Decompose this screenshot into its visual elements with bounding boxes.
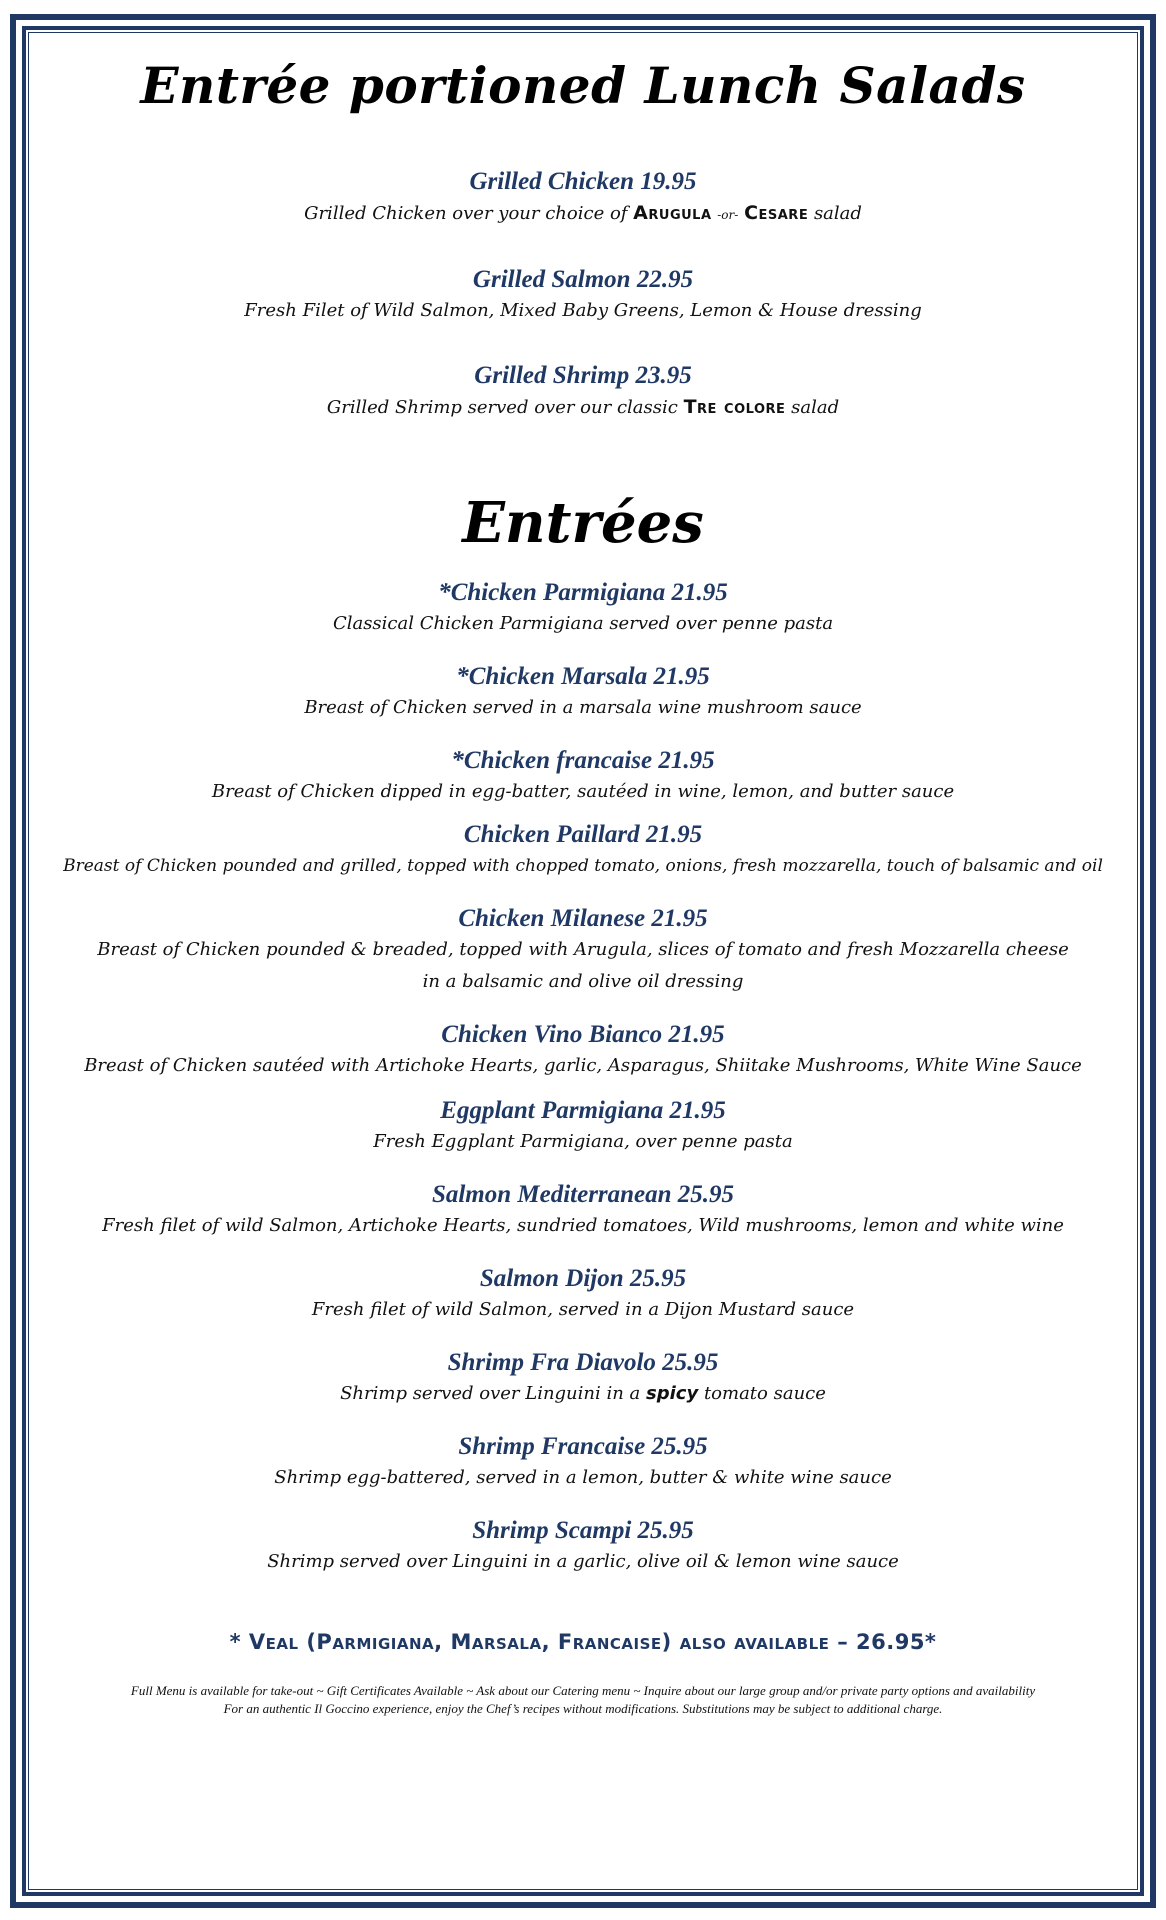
menu-item-shrimp-fra-diavolo (40, 1348, 1126, 1410)
item-name: Grilled Shrimp 23.95 (474, 362, 692, 389)
menu-item-chicken-paillard (40, 820, 1126, 882)
item-description: Shrimp egg-battered, served in a lemon, butter & white wine sauce (274, 1467, 892, 1488)
or-separator: -or- (717, 208, 739, 222)
desc-text: salad (813, 203, 862, 224)
spicy-emphasis: spicy (646, 1383, 699, 1404)
item-description: Shrimp served over Linguini in a garlic, olive oil & lemon wine sauce (267, 1551, 899, 1572)
item-name: Chicken Vino Bianco 21.95 (441, 1021, 725, 1048)
menu-item-chicken-marsala (40, 662, 1126, 724)
menu-item-shrimp-scampi (40, 1516, 1126, 1578)
item-description: Classical Chicken Parmigiana served over penne pasta (332, 613, 834, 634)
fine-print-line-1: Full Menu is available for take-out ~ Gift Certificates Available ~ Ask about our Catering menu ~ Inquire about our large group and/or private party options and availability (130, 1683, 1036, 1698)
salad-option-cesare: Cesare (744, 202, 809, 224)
menu-item-shrimp-francaise (40, 1432, 1126, 1494)
item-name: Grilled Chicken 19.95 (469, 168, 697, 195)
item-description: Breast of Chicken sautéed with Artichoke Hearts, garlic, Asparagus, Shiitake Mushrooms, White Wine Sauce (84, 1055, 1082, 1076)
fine-print-line-2: For an authentic Il Goccino experience, enjoy the Chef’s recipes without modifications. Substitutions may be subject to additional charge. (223, 1701, 943, 1716)
desc-text: Shrimp served over Linguini in a (340, 1383, 641, 1404)
item-description: Fresh Filet of Wild Salmon, Mixed Baby Greens, Lemon & House dressing (244, 300, 922, 321)
item-name: *Chicken Parmigiana 21.95 (438, 579, 728, 606)
menu-item-chicken-francaise (40, 746, 1126, 808)
item-description: Fresh filet of wild Salmon, Artichoke Hearts, sundried tomatoes, Wild mushrooms, lemon and white wine (102, 1215, 1064, 1236)
item-name: Salmon Dijon 25.95 (479, 1265, 687, 1292)
item-description: Breast of Chicken pounded & breaded, topped with Arugula, slices of tomato and fresh Mozzarella cheese (97, 939, 1069, 960)
item-name: *Chicken francaise 21.95 (451, 747, 715, 774)
salad-option-tre-colore: Tre colore (683, 396, 786, 418)
item-name: *Chicken Marsala 21.95 (456, 663, 710, 690)
item-description (40, 1378, 1126, 1410)
item-description: Breast of Chicken dipped in egg-batter, sautéed in wine, lemon, and butter sauce (211, 781, 955, 802)
desc-text: tomato sauce (703, 1383, 826, 1404)
item-description: Breast of Chicken pounded and grilled, topped with chopped tomato, onions, fresh mozzarella, touch of balsamic and oil (63, 856, 1103, 876)
item-name: Chicken Milanese 21.95 (458, 905, 708, 932)
item-description: Fresh filet of wild Salmon, served in a Dijon Mustard sauce (311, 1299, 855, 1320)
item-description: Fresh Eggplant Parmigiana, over penne pasta (373, 1131, 793, 1152)
item-description (40, 391, 1126, 424)
item-description (40, 197, 1126, 231)
item-name: Grilled Salmon 22.95 (472, 266, 694, 293)
item-description-cont: in a balsamic and olive oil dressing (422, 971, 744, 992)
menu-item-chicken-milanese (40, 904, 1126, 998)
menu-content (40, 40, 1126, 1718)
item-name: Shrimp Fra Diavolo 25.95 (447, 1349, 719, 1376)
item-name: Salmon Mediterranean 25.95 (431, 1181, 735, 1208)
desc-text: Grilled Shrimp served over our classic (326, 397, 678, 418)
item-description: Breast of Chicken served in a marsala wine mushroom sauce (304, 697, 862, 718)
item-name: Eggplant Parmigiana 21.95 (440, 1097, 726, 1124)
salad-option-arugula: Arugula (633, 202, 712, 224)
menu-item-grilled-chicken (40, 167, 1126, 231)
menu-item-eggplant-parmigiana (40, 1096, 1126, 1158)
salads-title: Entrée portioned Lunch Salads (140, 56, 1026, 115)
entrees-title: Entrées (462, 490, 704, 556)
veal-note: * Veal (Parmigiana, Marsala, Francaise) also available – 26.95* (229, 1630, 937, 1654)
menu-item-salmon-dijon (40, 1264, 1126, 1326)
item-name: Shrimp Scampi 25.95 (472, 1517, 694, 1544)
menu-item-salmon-mediterranean (40, 1180, 1126, 1242)
menu-item-chicken-parmigiana (40, 578, 1126, 640)
menu-item-grilled-salmon (40, 265, 1126, 327)
item-name: Chicken Paillard 21.95 (463, 821, 703, 848)
item-name: Shrimp Francaise 25.95 (458, 1433, 708, 1460)
menu-item-chicken-vino-bianco (40, 1020, 1126, 1082)
menu-item-grilled-shrimp (40, 361, 1126, 424)
desc-text: salad (791, 397, 840, 418)
desc-text: Grilled Chicken over your choice of (304, 203, 628, 224)
